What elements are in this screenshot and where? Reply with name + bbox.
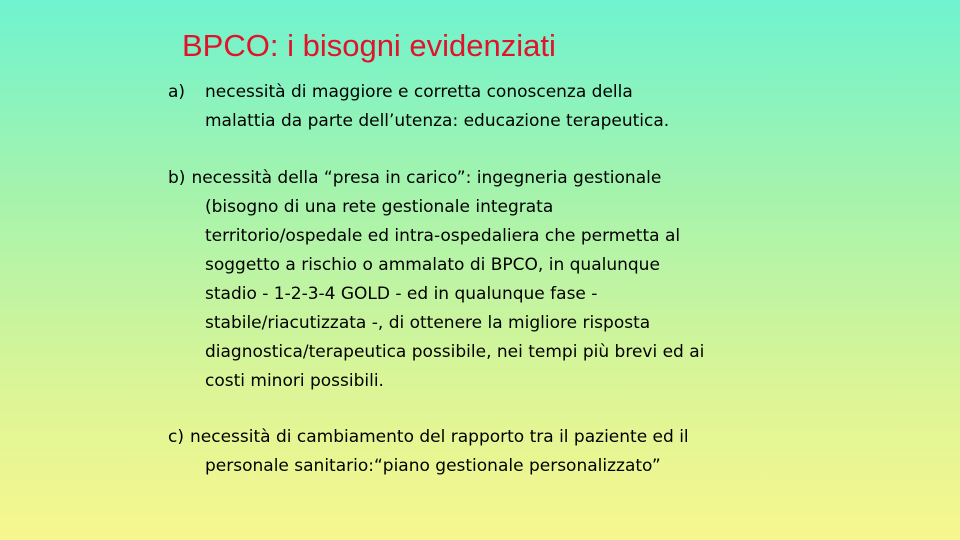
list-item-line: costi minori possibili. xyxy=(205,371,384,391)
list-item-line: stadio - 1-2-3-4 GOLD - ed in qualunque fase - xyxy=(205,284,598,304)
list-item-text: necessità di maggiore e corretta conoscenza della xyxy=(205,82,633,102)
list-item-line: personale sanitario:“piano gestionale personalizzato” xyxy=(205,456,661,476)
list-item-line xyxy=(168,78,669,107)
list-item-line: malattia da parte dell’utenza: educazione terapeutica. xyxy=(205,111,670,131)
list-item-line: (bisogno di una rete gestionale integrata xyxy=(205,197,554,217)
list-item-line xyxy=(168,164,704,193)
slide-title: BPCO: i bisogni evidenziati xyxy=(182,28,556,63)
list-item-line: territorio/ospedale ed intra-ospedaliera che permetta al xyxy=(205,226,681,246)
list-item-line: diagnostica/terapeutica possibile, nei tempi più brevi ed ai xyxy=(205,342,705,362)
list-item-c xyxy=(168,423,689,481)
list-marker: c) xyxy=(168,427,184,447)
list-item-line: soggetto a rischio o ammalato di BPCO, in qualunque xyxy=(205,255,660,275)
list-item-b xyxy=(168,164,704,396)
list-item-text: necessità di cambiamento del rapporto tra il paziente ed il xyxy=(189,427,689,447)
list-item-line xyxy=(168,423,689,452)
list-marker: b) xyxy=(168,168,186,188)
list-item-text: necessità della “presa in carico”: ingegneria gestionale xyxy=(191,168,662,188)
list-marker: a) xyxy=(168,82,186,102)
list-item-line: stabile/riacutizzata -, di ottenere la migliore risposta xyxy=(205,313,651,333)
list-item-a xyxy=(168,78,669,136)
